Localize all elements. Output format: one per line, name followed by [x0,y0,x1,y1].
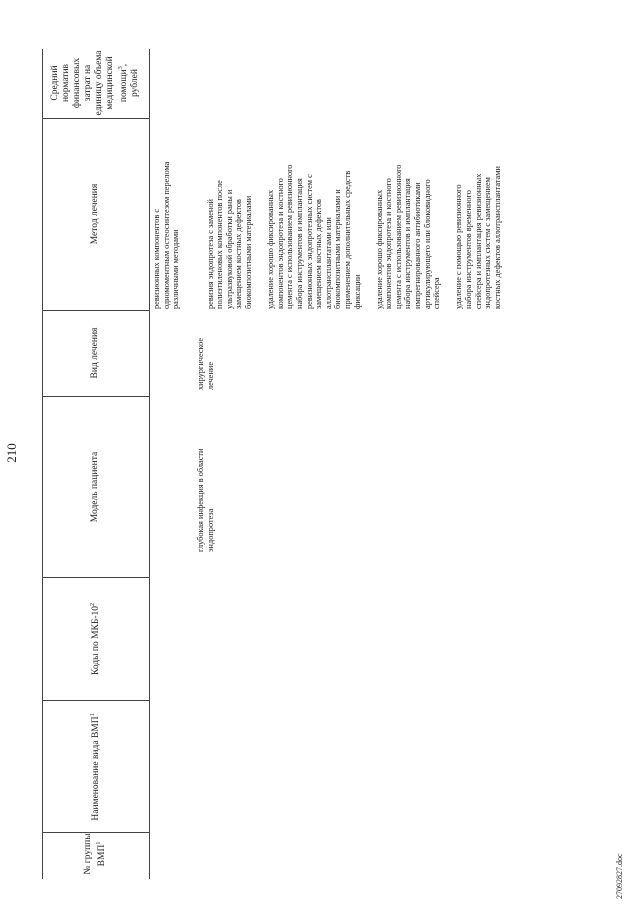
treatment-method-list [196,99,515,309]
treatment-method-item: удаление с помощью ревизионного набора инструментов временного спейсера и имплантация ревизионных эндопротезных систем с замещением костных дефектов аллотрансплантатами [454,166,502,309]
header-avg-cost-label: Средний норматив финансовых затрат на единицу объема медицинской помощи [49,50,130,116]
header-treatment-type-label: Вид лечения [90,327,100,379]
treatment-method-continued: ревизионных компонентов с одномоментным остеосинтезом перелома различными методами [152,161,181,309]
header-mkb-codes-label: Коды по МКБ-10 [91,605,102,676]
header-treatment-method-label: Метод лечения [90,183,100,245]
table-header [42,49,149,879]
header-treatment-type [42,311,149,395]
treatment-method-item: удаление хорошо фиксированных компонентов эндопротеза и костного цемента с использованием ревизионного набора инструментов и имплантация ревизионных эндопротезных систем с замещением костных дефектов аллотрансплантатами или биокомпозитными материалами и применением дополнительных средств фиксации [266,164,362,309]
table-header-bottom-rule [149,49,150,879]
header-treatment-method [42,119,149,309]
header-vmp-name-label: Наименование вида ВМП [91,716,102,821]
treatment-method-item: удаление хорошо фиксированных компонентов эндопротеза и костного цемента с использованием ревизионного набора инструментов и имплантация импрегнированного антибиотиками артикулирующего или блоковидного спейсера [374,164,442,309]
header-group-number: № группы ВМП$^1$ [82,833,108,875]
header-patient-model-label: Модель пациента [90,451,100,523]
document-filename: 27092827.doc [615,853,624,899]
header-group-number-label: № группы ВМП [82,833,108,875]
treatment-method-item: ревизия эндопротеза с заменой полиэтиленовых компонентов после ультразвуковой обработки раны и замещением костных дефектов биокомпозитными материалами [205,180,253,309]
treatment-type-cell: хирургическое лечение [196,337,215,390]
header-vmp-name: Наименование вида ВМП$^1$ [90,713,102,821]
page-number: 210 [4,443,19,463]
header-mkb-codes: Коды по МКБ-$10^2$ [90,602,102,676]
header-avg-cost: Средний норматив финансовых затрат на единицу объема медицинской помощи$^3$, рублей [49,50,141,116]
patient-model-cell: глубокая инфекция в области эндопротеза [196,448,215,552]
header-patient-model [42,398,149,576]
